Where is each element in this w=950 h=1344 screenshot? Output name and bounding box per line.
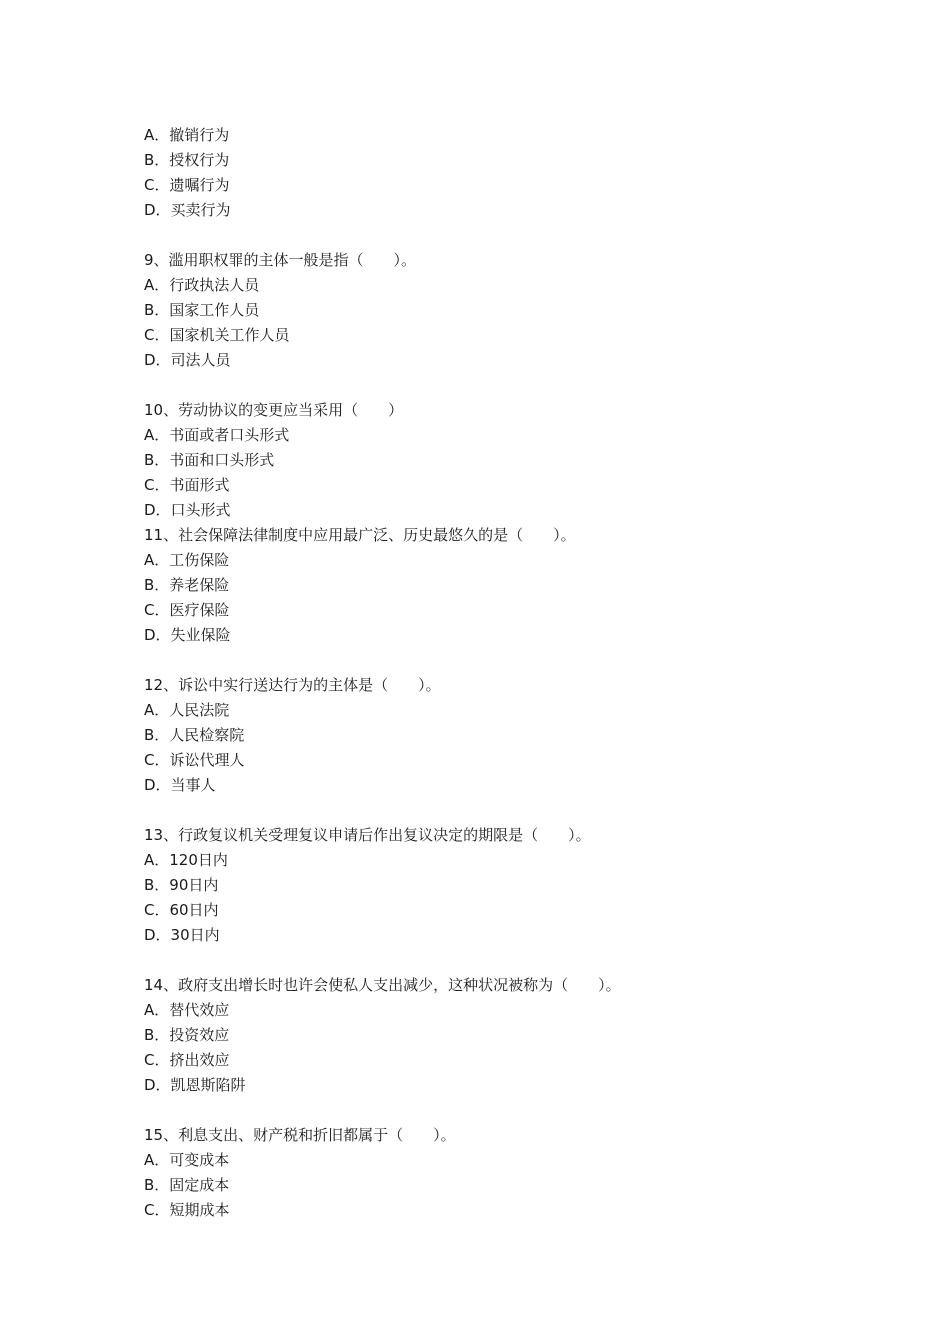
option-text: C．诉讼代理人	[144, 751, 245, 769]
question-text: 12、诉讼中实行送达行为的主体是（ ）。	[144, 676, 441, 694]
question-block	[144, 673, 844, 823]
question-text: 11、社会保障法律制度中应用最广泛、历史最悠久的是（ ）。	[144, 526, 576, 544]
option-text: D．当事人	[144, 776, 216, 794]
question-block	[144, 823, 844, 973]
option-text: A．书面或者口头形式	[144, 426, 290, 444]
option-text: A．人民法院	[144, 701, 230, 719]
option-text: D．口头形式	[144, 501, 231, 519]
option-text: D．失业保险	[144, 626, 231, 644]
option-text: A．120日内	[144, 851, 228, 869]
question-block	[144, 398, 844, 523]
paragraph-gap	[144, 648, 844, 673]
paragraph-gap	[144, 1098, 844, 1123]
option-text: A．可变成本	[144, 1151, 230, 1169]
paragraph-gap	[144, 948, 844, 973]
option-text: B．固定成本	[144, 1176, 230, 1194]
option-text: C．国家机关工作人员	[144, 326, 290, 344]
paragraph-gap	[144, 373, 844, 398]
option-text: A．替代效应	[144, 1001, 230, 1019]
question-text: 9、滥用职权罪的主体一般是指（ ）。	[144, 251, 417, 269]
option-text: B．90日内	[144, 876, 219, 894]
question-block	[144, 248, 844, 398]
option-text: C．挤出效应	[144, 1051, 230, 1069]
question-text: 15、利息支出、财产税和折旧都属于（ ）。	[144, 1126, 456, 1144]
document-page	[144, 123, 844, 1223]
option-text: C．短期成本	[144, 1201, 230, 1219]
option-text: D．司法人员	[144, 351, 231, 369]
option-text: B．授权行为	[144, 151, 230, 169]
question-block	[144, 123, 844, 248]
question-text: 13、行政复议机关受理复议申请后作出复议决定的期限是（ ）。	[144, 826, 591, 844]
option-text: B．投资效应	[144, 1026, 230, 1044]
paragraph-gap	[144, 798, 844, 823]
option-text: A．行政执法人员	[144, 276, 260, 294]
question-text: 10、劳动协议的变更应当采用（ ）	[144, 401, 404, 419]
option-text: B．国家工作人员	[144, 301, 260, 319]
option-text: D．凯恩斯陷阱	[144, 1076, 246, 1094]
option-text: C．医疗保险	[144, 601, 230, 619]
option-text: C．60日内	[144, 901, 219, 919]
question-block	[144, 523, 844, 673]
paragraph-gap	[144, 223, 844, 248]
option-text: B．人民检察院	[144, 726, 245, 744]
option-text: B．养老保险	[144, 576, 230, 594]
option-text: B．书面和口头形式	[144, 451, 275, 469]
option-text: C．遗嘱行为	[144, 176, 230, 194]
question-text: 14、政府支出增长时也许会使私人支出减少，这种状况被称为（ ）。	[144, 976, 621, 994]
option-text: D．买卖行为	[144, 201, 231, 219]
option-text: A．工伤保险	[144, 551, 230, 569]
option-text: C．书面形式	[144, 476, 230, 494]
question-block	[144, 973, 844, 1123]
question-block	[144, 1123, 844, 1223]
option-text: A．撤销行为	[144, 126, 230, 144]
option-text: D．30日内	[144, 926, 220, 944]
